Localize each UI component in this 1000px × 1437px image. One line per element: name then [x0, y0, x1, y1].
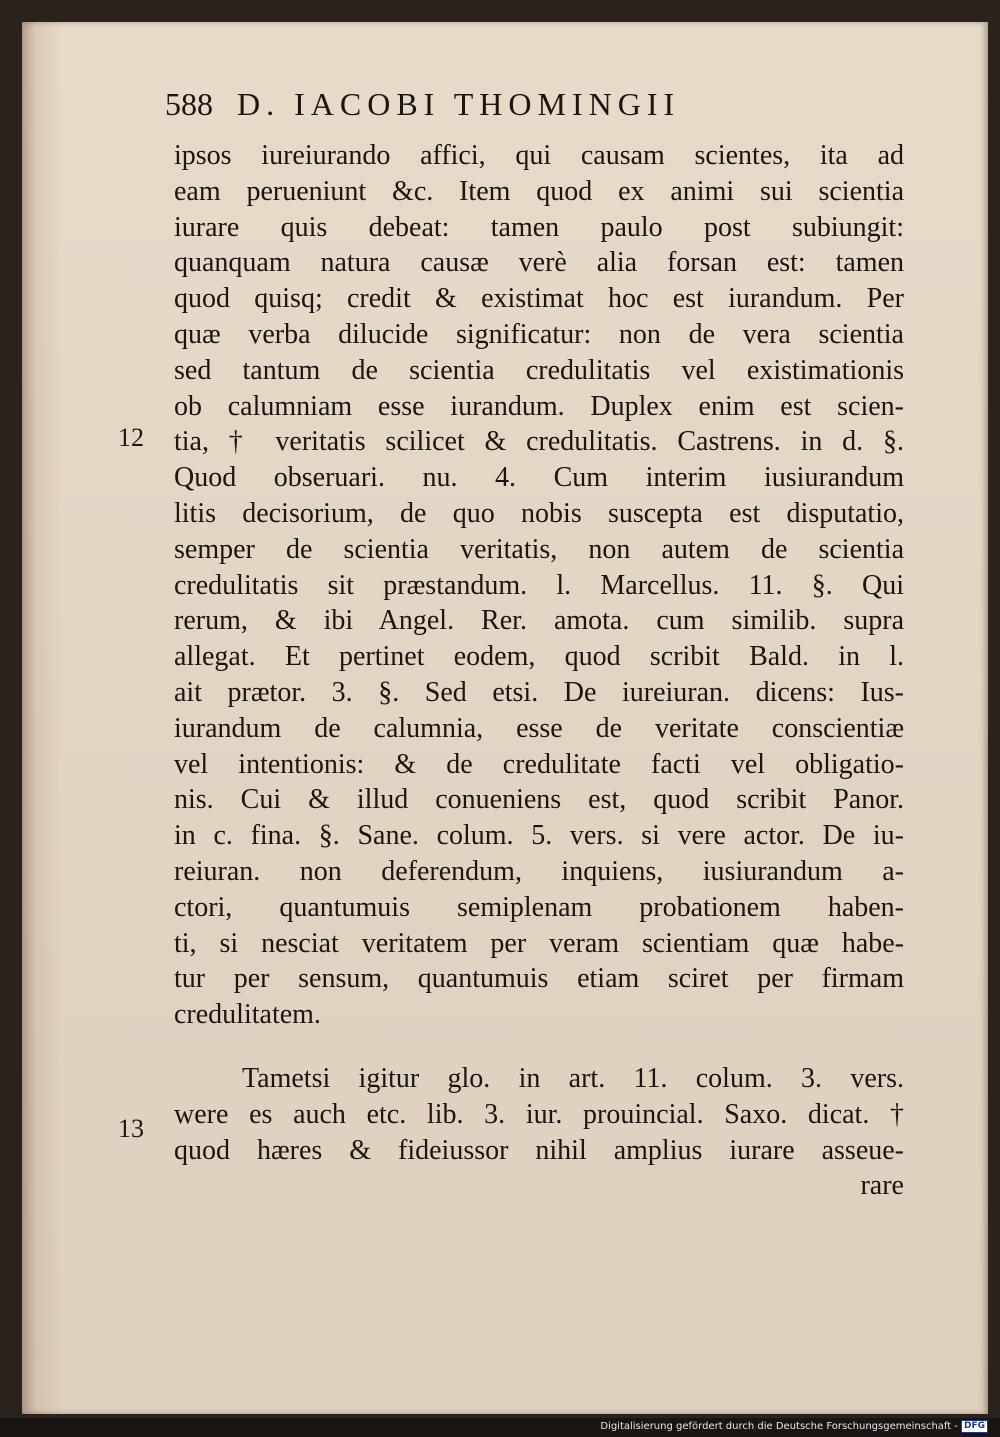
text-line: rerum, & ibi Angel. Rer. amota. cum similib. supra [174, 605, 904, 637]
text-line: semper de scientia veritatis, non autem de scientia [174, 533, 904, 565]
margin-number-13: 13 [118, 1114, 144, 1143]
text-line: iurare quis debeat: tamen paulo post subiungit: [174, 211, 904, 243]
text-line: sed tantum de scientia credulitatis vel existimationis [174, 354, 904, 386]
text-line: quod quisq; credit & existimat hoc est iurandum. Per [174, 283, 904, 315]
text-line: credulitatem. [174, 999, 321, 1031]
text-line: quanquam natura causæ verè alia forsan est: tamen [174, 247, 904, 279]
text-line: Quod obseruari. nu. 4. Cum interim iusiurandum [174, 462, 904, 494]
text-line: ipsos iureiurando affici, qui causam scientes, ita ad [174, 140, 904, 171]
dfg-logo: DFG [961, 1420, 988, 1433]
funding-footer [600, 1419, 988, 1433]
text-line: ctori, quantumuis semiplenam probationem haben- [174, 891, 904, 923]
text-line: ait prætor. 3. §. Sed etsi. De iureiuran. dicens: Ius- [174, 676, 904, 708]
text-line: nis. Cui & illud conueniens est, quod scribit Panor. [174, 784, 904, 816]
text-line: vel intentionis: & de credulitate facti vel obligatio- [174, 748, 904, 780]
running-title: D. IACOBI THOMINGII [237, 86, 681, 122]
page-header [165, 86, 805, 134]
funding-text: Digitalisierung gefördert durch die Deutsche Forschungsgemeinschaft - [600, 1420, 958, 1432]
text-line: reiuran. non deferendum, inquiens, iusiurandum a- [174, 855, 904, 887]
text-line: eam perueniunt &c. Item quod ex animi sui scientia [174, 175, 904, 207]
catchword: rare [860, 1170, 904, 1202]
page-number: 588 [165, 86, 213, 122]
text-line: ti, si nesciat veritatem per veram scientiam quæ habe- [174, 927, 904, 959]
text-line: allegat. Et pertinet eodem, quod scribit Bald. in l. [174, 641, 904, 673]
text-line: litis decisorium, de quo nobis suscepta est disputatio, [174, 497, 904, 529]
text-line: tur per sensum, quantumuis etiam sciret per firmam [174, 963, 904, 995]
text-line: Tametsi igitur glo. in art. 11. colum. 3. vers. [242, 1062, 904, 1094]
text-line: quæ verba dilucide significatur: non de vera scientia [174, 318, 904, 350]
text-line: were es auch etc. lib. 3. iur. prouincial. Saxo. dicat. † [174, 1098, 904, 1130]
text-line: quod hæres & fideiussor nihil amplius iurare asseue- [174, 1134, 904, 1166]
text-line: in c. fina. §. Sane. colum. 5. vers. si vere actor. De iu- [174, 820, 904, 852]
text-line: tia, † veritatis scilicet & credulitatis. Castrens. in d. §. [174, 426, 904, 458]
margin-number-12: 12 [118, 423, 144, 452]
text-line: credulitatis sit præstandum. l. Marcellus. 11. §. Qui [174, 569, 904, 601]
main-text-block [174, 138, 904, 1204]
text-line: ob calumniam esse iurandum. Duplex enim est scien- [174, 390, 904, 422]
text-line: iurandum de calumnia, esse de veritate conscientiæ [174, 712, 904, 744]
